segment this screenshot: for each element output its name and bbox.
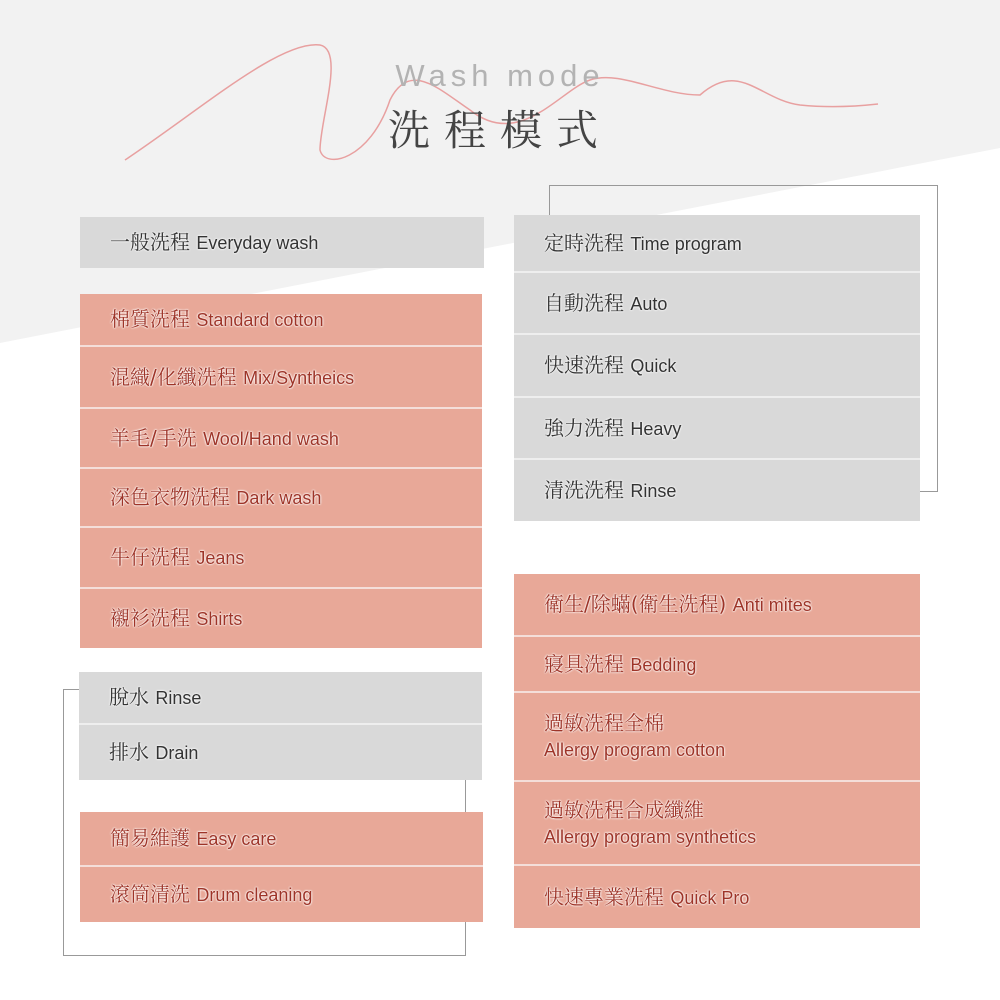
wash-mode-item [80, 812, 483, 867]
wash-mode-item [79, 672, 482, 725]
mode-name-zh: 一般洗程 [110, 230, 190, 255]
mode-name-en: Standard cotton [196, 310, 324, 331]
wash-mode-item [514, 273, 920, 335]
mode-name-en: Bedding [630, 654, 697, 675]
mode-name-en: Allergy program synthetics [544, 826, 757, 847]
wash-mode-item [80, 867, 483, 922]
mode-name-en: Easy care [196, 829, 277, 850]
mode-name-zh: 快速專業洗程 [544, 884, 664, 909]
mode-name-en: Anti mites [732, 595, 812, 616]
wash-mode-item [79, 725, 482, 780]
left-gray-group [80, 217, 484, 268]
mode-name-en: Heavy [630, 418, 682, 439]
mode-name-zh: 脫水 [109, 685, 149, 710]
wash-mode-item [514, 215, 920, 273]
mode-name-en: Quick [630, 356, 677, 377]
mode-name-zh: 強力洗程 [544, 415, 624, 440]
mode-name-en: Shirts [196, 609, 243, 630]
mode-name-zh: 棉質洗程 [110, 307, 190, 332]
mode-name-zh: 自動洗程 [544, 290, 624, 315]
right-gray-group [514, 215, 920, 521]
wash-mode-item [514, 866, 920, 928]
wash-mode-item [514, 574, 920, 637]
wash-mode-item [80, 294, 482, 347]
mode-name-zh: 快速洗程 [544, 353, 624, 378]
mode-name-zh: 牛仔洗程 [110, 545, 190, 570]
wash-mode-item [514, 335, 920, 398]
wash-mode-item [514, 637, 920, 693]
left-salmon-group [80, 294, 482, 648]
mode-name-en: Dark wash [236, 488, 322, 509]
mode-name-zh: 衛生/除蟎(衛生洗程) [544, 592, 727, 617]
left-salmon-group [80, 812, 483, 922]
mode-name-zh: 定時洗程 [544, 230, 624, 255]
mode-name-zh: 寢具洗程 [544, 651, 624, 676]
title-chinese: 洗程模式 [387, 106, 612, 155]
mode-name-zh: 深色衣物洗程 [110, 485, 230, 510]
title-english: Wash mode [395, 58, 605, 93]
mode-name-zh: 滾筒清洗 [110, 882, 190, 907]
mode-name-en: Rinse [630, 481, 677, 502]
mode-name-zh: 清洗洗程 [544, 478, 624, 503]
mode-name-en: Mix/Syntheics [243, 367, 355, 388]
mode-name-en: Allergy program cotton [544, 740, 726, 761]
wash-mode-item [80, 217, 484, 268]
mode-name-zh: 過敏洗程合成纖維 [544, 797, 704, 822]
mode-name-en: Time program [630, 233, 742, 254]
wash-mode-item [514, 460, 920, 521]
mode-name-zh: 羊毛/手洗 [110, 425, 197, 450]
mode-name-en: Drain [155, 743, 199, 764]
mode-name-en: Quick Pro [670, 887, 750, 908]
wash-mode-item [514, 398, 920, 460]
wash-mode-item [514, 782, 920, 866]
mode-name-en: Auto [630, 293, 668, 314]
mode-name-zh: 簡易維護 [110, 826, 190, 851]
right-salmon-group [514, 574, 920, 928]
wash-mode-item [80, 589, 482, 648]
mode-name-zh: 排水 [109, 740, 149, 765]
mode-name-en: Rinse [155, 688, 202, 709]
mode-name-en: Wool/Hand wash [203, 428, 339, 449]
wash-mode-item [80, 528, 482, 589]
wash-mode-item [514, 693, 920, 782]
mode-name-en: Jeans [196, 548, 245, 569]
wash-mode-item [80, 469, 482, 528]
wash-mode-item [80, 347, 482, 409]
mode-name-zh: 混織/化纖洗程 [110, 364, 237, 389]
mode-name-zh: 過敏洗程全棉 [544, 711, 664, 736]
mode-name-en: Drum cleaning [196, 885, 313, 906]
left-gray-group [79, 672, 482, 780]
mode-name-zh: 襯衫洗程 [110, 606, 190, 631]
mode-name-en: Everyday wash [196, 233, 319, 254]
wash-mode-item [80, 409, 482, 469]
